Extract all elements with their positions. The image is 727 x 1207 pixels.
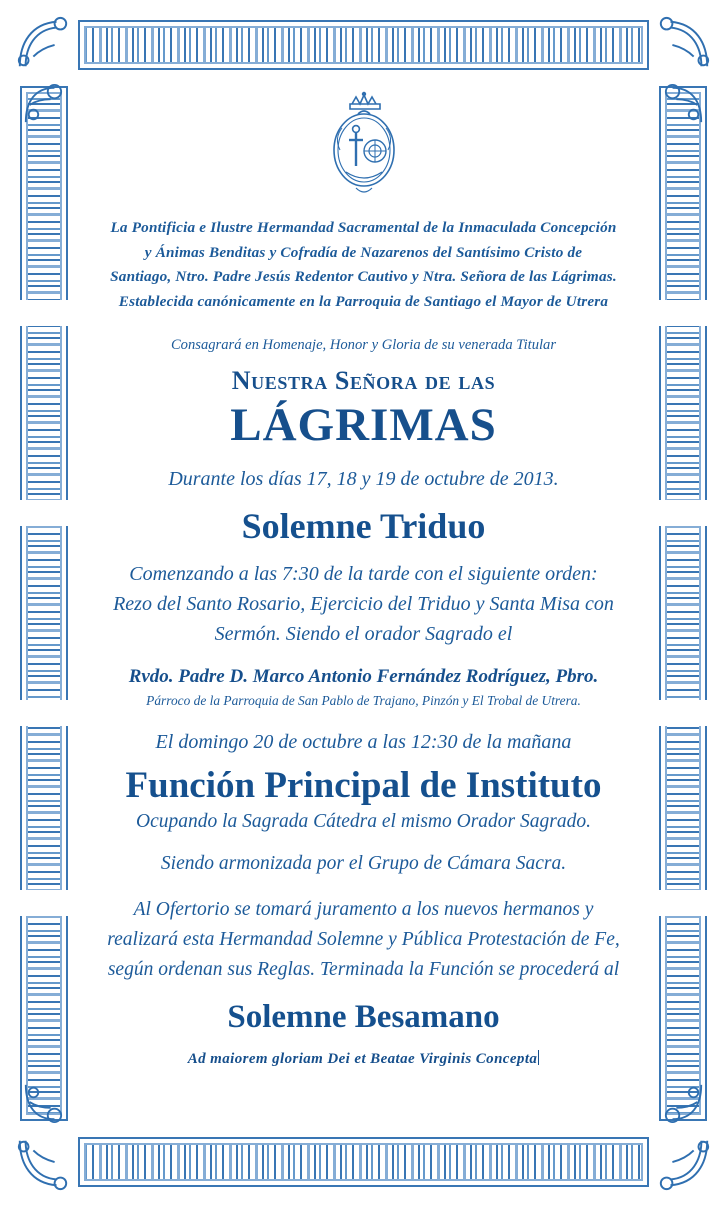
border-gap (14, 500, 70, 526)
dates-text: Durante los días 17, 18 y 19 de octubre de 2013. (168, 467, 559, 490)
dedication-text: Consagrará en Homenaje, Honor y Gloria de su venerada Titular (170, 336, 557, 353)
border-gap (657, 300, 713, 326)
scroll-ornament-icon (22, 1081, 64, 1125)
border-gap (14, 890, 70, 916)
border-gap (657, 890, 713, 916)
border-gap (14, 700, 70, 726)
brotherhood-name (76, 216, 651, 315)
sunday-time-text: El domingo 20 de octubre a las 12:30 de la mañana (155, 730, 572, 753)
border-band-right (659, 86, 707, 1121)
corner-flourish-icon (655, 1135, 713, 1193)
triduo-heading: Solemne Triduo (241, 505, 486, 546)
scroll-ornament-icon (663, 1081, 705, 1125)
titular-subtitle: Nuestra Señora de las (231, 365, 496, 395)
order-of-service (76, 559, 651, 650)
border-gap (657, 700, 713, 726)
offertory-text (76, 895, 651, 986)
scroll-ornament-icon (663, 82, 705, 126)
offertory-line: según ordenan sus Reglas. Terminada la Función se procederá al (107, 959, 620, 981)
heraldic-crest-icon (316, 88, 412, 198)
corner-flourish-icon (14, 14, 72, 72)
brotherhood-name-line: Santiago, Ntro. Padre Jesús Redentor Cautivo y Ntra. Señora de las Lágrimas. (110, 268, 617, 286)
brotherhood-name-line: y Ánimas Benditas y Cofradía de Nazarenos del Santísimo Cristo de (144, 243, 583, 261)
latin-motto (76, 1050, 651, 1068)
titular-title: LÁGRIMAS (230, 398, 497, 451)
invitation-content (76, 84, 651, 1068)
border-gap (657, 500, 713, 526)
brotherhood-name-line: Establecida canónicamente en la Parroquia de Santiago el Mayor de Utrera (118, 292, 609, 310)
speaker-role: Párroco de la Parroquia de San Pablo de Trajano, Pinzón y El Trobal de Utrera. (146, 692, 581, 708)
offertory-line: Al Ofertorio se tomará juramento a los nuevos hermanos y (133, 898, 594, 920)
border-band-top (78, 20, 649, 70)
music-text: Siendo armonizada por el Grupo de Cámara Sacra. (160, 852, 567, 874)
funcion-heading: Función Principal de Instituto (125, 764, 602, 806)
border-gap (14, 300, 70, 326)
corner-flourish-icon (14, 1135, 72, 1193)
latin-motto-text: Ad maiorem gloriam Dei et Beatae Virginis Concepta (187, 1051, 538, 1068)
order-line: Sermón. Siendo el orador Sagrado el (214, 623, 513, 646)
order-line: Comenzando a las 7:30 de la tarde con el siguiente orden: (129, 562, 598, 585)
corner-flourish-icon (655, 14, 713, 72)
border-band-left (20, 86, 68, 1121)
order-line: Rezo del Santo Rosario, Ejercicio del Triduo y Santa Misa con (113, 592, 614, 615)
catedra-text: Ocupando la Sagrada Cátedra el mismo Orador Sagrado. (135, 810, 591, 832)
text-caret (538, 1050, 539, 1065)
besamano-heading: Solemne Besamano (227, 999, 500, 1036)
border-band-bottom (78, 1137, 649, 1187)
offertory-line: realizará esta Hermandad Solemne y Pública Protestación de Fe, (107, 928, 620, 950)
brotherhood-name-line: La Pontificia e Ilustre Hermandad Sacramental de la Inmaculada Concepción (110, 219, 617, 236)
speaker-name: Rvdo. Padre D. Marco Antonio Fernández Rodríguez, Pbro. (128, 665, 599, 687)
scroll-ornament-icon (22, 82, 64, 126)
